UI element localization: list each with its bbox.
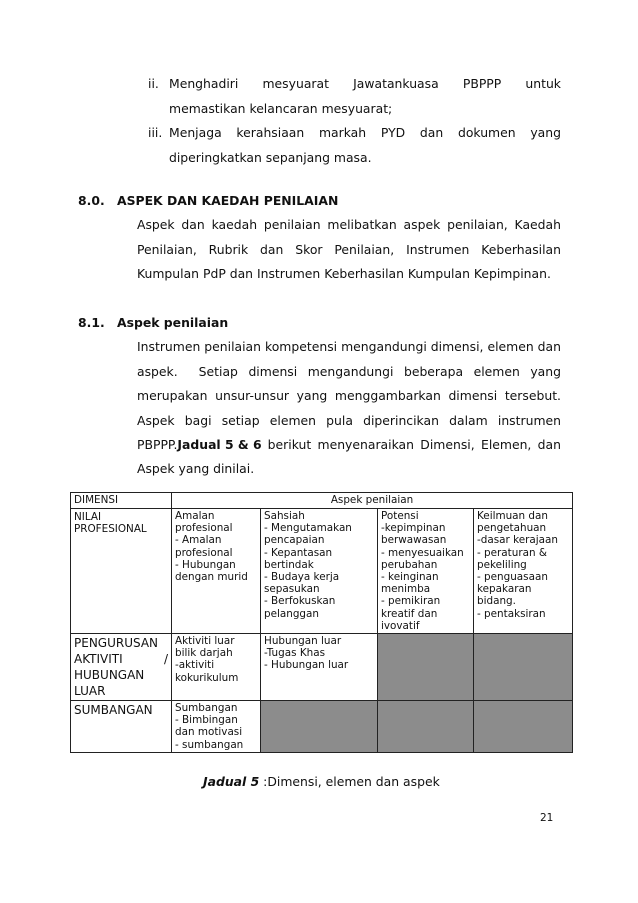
caption-text: :Dimensi, elemen dan aspek xyxy=(259,774,440,789)
row1-potensi-cell xyxy=(378,509,474,634)
line5-post: berikut menyenaraikan Dimensi, Elemen, dan xyxy=(267,437,561,452)
row1-c4-title: Keilmuan dan pengetahuan xyxy=(477,510,548,535)
section-8-1-heading: Aspek penilaian xyxy=(117,315,229,330)
row1-c2-item: - Mengutamakan pencapaian xyxy=(264,522,352,547)
row2-c1-line: -aktiviti kokurikulum xyxy=(175,659,239,684)
table-header-row xyxy=(71,493,573,509)
aspek-table xyxy=(70,492,573,753)
row1-sahsiah-cell xyxy=(261,509,378,634)
section-8-0-heading: ASPEK DAN KAEDAH PENILAIAN xyxy=(117,193,339,208)
row2-c2-line: Hubungan luar xyxy=(264,635,342,648)
row3-shaded-cell xyxy=(261,701,378,753)
row1-c4-item: - penguasaan kepakaran bidang. xyxy=(477,571,548,608)
row2-aktiviti-cell xyxy=(172,634,261,701)
list-item-ii-line2: memastikan kelancaran mesyuarat; xyxy=(169,101,393,116)
section-8-1-line3: merupakan unsur-unsur yang menggambarkan dimensi tersebut. xyxy=(137,388,561,403)
section-8-1-number: 8.1. xyxy=(78,315,105,330)
row2-c1-line: Aktiviti luar bilik darjah xyxy=(175,635,235,660)
list-item-ii-line1: Menghadiri mesyuarat Jawatankuasa PBPPP untuk xyxy=(169,76,561,91)
row3-dimensi: SUMBANGAN xyxy=(71,701,172,753)
list-item-iii-number: iii. xyxy=(148,125,163,140)
section-8-1-line5 xyxy=(137,439,561,451)
section-8-1-line2: aspek. Setiap dimensi mengandungi beberapa elemen yang xyxy=(137,364,561,379)
row3-sumbangan-cell xyxy=(172,701,261,753)
row1-c2-item: - Kepantasan bertindak xyxy=(264,546,333,571)
row3-c1-line: - sumbangan xyxy=(175,738,244,751)
section-8-1-line1: Instrumen penilaian kompetensi mengandungi dimensi, elemen dan xyxy=(137,339,561,354)
row1-c3-item: -kepimpinan berwawasan xyxy=(381,522,447,547)
row1-c3-title: Potensi xyxy=(381,510,419,522)
row3-c1-line: Sumbangan xyxy=(175,702,238,715)
row1-c3-item: - menyesuaikan perubahan xyxy=(381,546,464,571)
section-8-1-line6: Aspek yang dinilai. xyxy=(137,461,255,476)
header-aspek-penilaian: Aspek penilaian xyxy=(172,493,573,509)
row3-c1-line: - Bimbingan dan motivasi xyxy=(175,714,243,739)
list-item-ii-number: ii. xyxy=(148,76,159,91)
section-8-0-line3: Kumpulan PdP dan Instrumen Keberhasilan Kumpulan Kepimpinan. xyxy=(137,266,551,281)
row3-shaded-cell xyxy=(474,701,573,753)
row2-shaded-cell xyxy=(378,634,474,701)
table-row xyxy=(71,634,573,701)
line5-bold: Jadual 5 & 6 xyxy=(177,437,262,452)
row1-c1-item: - Hubungan dengan murid xyxy=(175,558,248,584)
row1-c2-title: Sahsiah xyxy=(264,510,305,522)
header-dimensi: DIMENSI xyxy=(71,493,172,509)
row1-keilmuan-cell xyxy=(474,509,573,634)
row1-dimensi: NILAI PROFESIONAL xyxy=(71,509,172,634)
line5-pre: PBPPP. xyxy=(137,437,178,452)
section-8-0-line2: Penilaian, Rubrik dan Skor Penilaian, Instrumen Keberhasilan xyxy=(137,242,561,257)
row2-dimensi: PENGURUSAN AKTIVITI / HUBUNGAN LUAR xyxy=(71,634,172,701)
list-item-iii-line2: diperingkatkan sepanjang masa. xyxy=(169,150,372,165)
row2-c2-line: - Hubungan luar xyxy=(264,659,349,672)
row2-hubungan-cell xyxy=(261,634,378,701)
row3-shaded-cell xyxy=(378,701,474,753)
caption-label: Jadual 5 xyxy=(203,774,260,789)
page-number: 21 xyxy=(540,812,554,824)
row1-c4-item: - peraturan & pekeliling xyxy=(477,546,547,571)
list-item-iii-line1: Menjaga kerahsiaan markah PYD dan dokumen yang xyxy=(169,125,561,140)
row2-shaded-cell xyxy=(474,634,573,701)
row1-c1-item: - Amalan profesional xyxy=(175,534,233,559)
row1-c2-item: - Berfokuskan pelanggan xyxy=(264,595,336,620)
table-caption xyxy=(203,776,440,788)
row2-c2-line: -Tugas Khas xyxy=(264,647,326,660)
row1-c2-item: - Budaya kerja sepasukan xyxy=(264,571,340,596)
table-row xyxy=(71,701,573,753)
row1-c3-item: - pemikiran kreatif dan ivovatif xyxy=(381,595,441,632)
table-row xyxy=(71,509,573,634)
section-8-0-number: 8.0. xyxy=(78,193,105,208)
section-8-0-line1: Aspek dan kaedah penilaian melibatkan aspek penilaian, Kaedah xyxy=(137,217,561,232)
row1-c4-item: - pentaksiran xyxy=(477,607,546,620)
row1-c3-item: - keinginan menimba xyxy=(381,571,439,596)
section-8-1-line4: Aspek bagi setiap elemen pula diperincikan dalam instrumen xyxy=(137,413,561,428)
row1-c1-title: Amalan profesional xyxy=(175,510,233,535)
row1-c4-item: -dasar kerajaan xyxy=(477,534,558,547)
row1-amalan-cell xyxy=(172,509,261,634)
